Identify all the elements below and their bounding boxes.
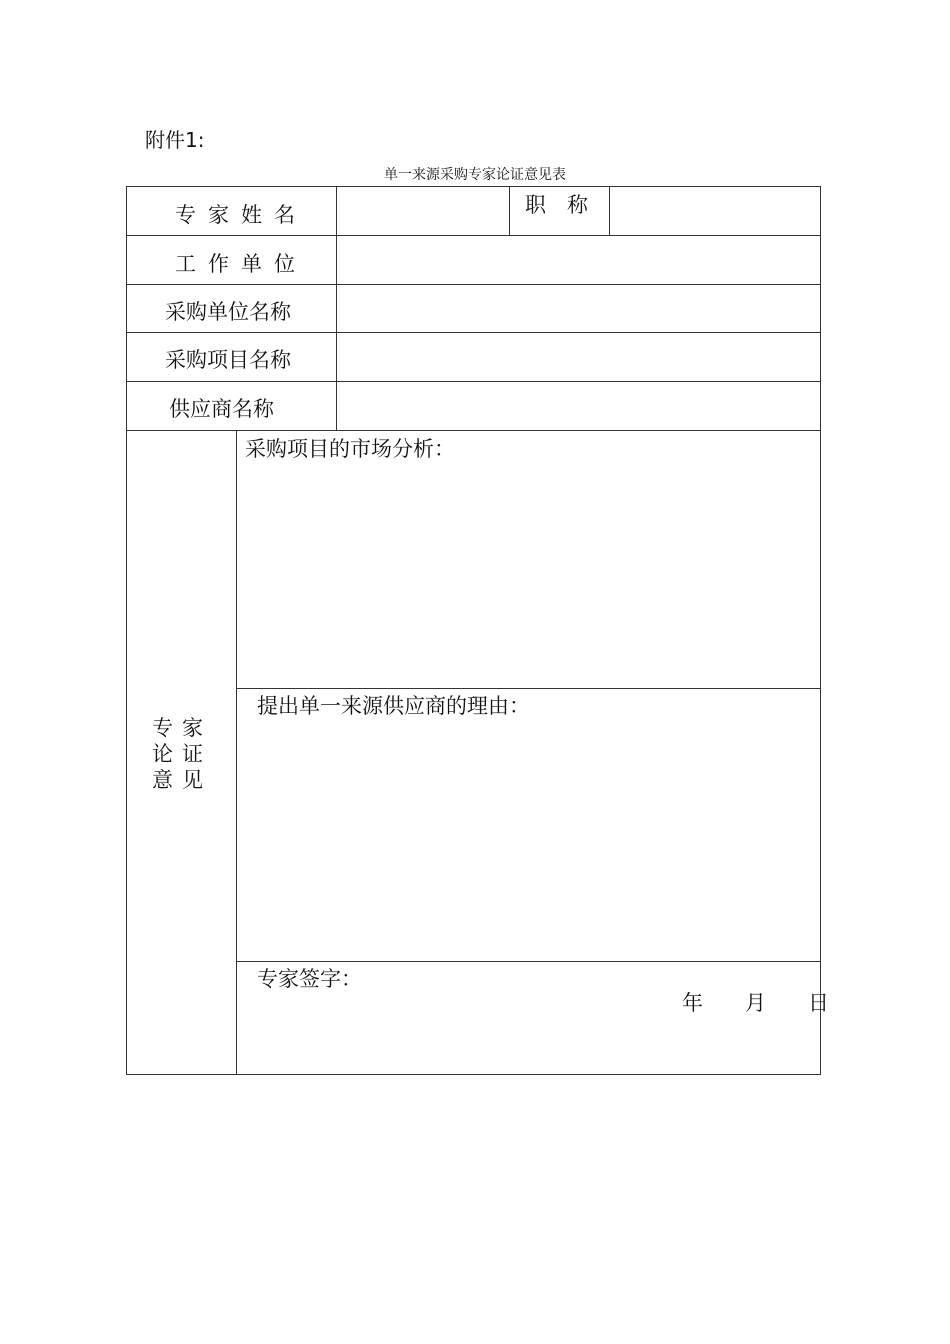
side-label-line: 专家 — [152, 716, 212, 740]
reason-field[interactable] — [237, 719, 820, 961]
purchaser-name-field[interactable] — [337, 285, 820, 332]
expert-name-label: 专家姓名 — [175, 203, 307, 227]
side-label-line: 论证 — [152, 742, 212, 766]
title-label: 职 称 — [525, 193, 588, 217]
section-divider — [236, 688, 820, 689]
reason-label: 提出单一来源供应商的理由： — [257, 694, 530, 718]
section-divider — [236, 961, 820, 962]
expert-opinion-side-label — [151, 715, 213, 793]
title-field[interactable] — [610, 187, 820, 235]
date-label: 年 月 日 — [682, 991, 829, 1015]
column-divider — [509, 187, 510, 235]
market-analysis-field[interactable] — [237, 462, 820, 688]
work-unit-label: 工作单位 — [175, 252, 307, 276]
document-title: 单一来源采购专家论证意见表 — [384, 167, 566, 183]
signature-label: 专家签字： — [257, 967, 362, 991]
supplier-name-label: 供应商名称 — [169, 397, 274, 421]
expert-name-field[interactable] — [337, 187, 509, 235]
row-divider — [127, 430, 820, 431]
expert-opinion-form — [126, 186, 829, 1075]
attachment-label: 附件1: — [145, 128, 205, 152]
market-analysis-label: 采购项目的市场分析： — [245, 437, 455, 461]
work-unit-field[interactable] — [337, 236, 820, 284]
side-label-line: 意见 — [152, 768, 212, 792]
supplier-name-field[interactable] — [337, 382, 820, 430]
signature-field[interactable] — [367, 963, 667, 993]
project-name-field[interactable] — [337, 333, 820, 381]
project-name-label: 采购项目名称 — [165, 348, 291, 372]
purchaser-name-label: 采购单位名称 — [165, 300, 291, 324]
